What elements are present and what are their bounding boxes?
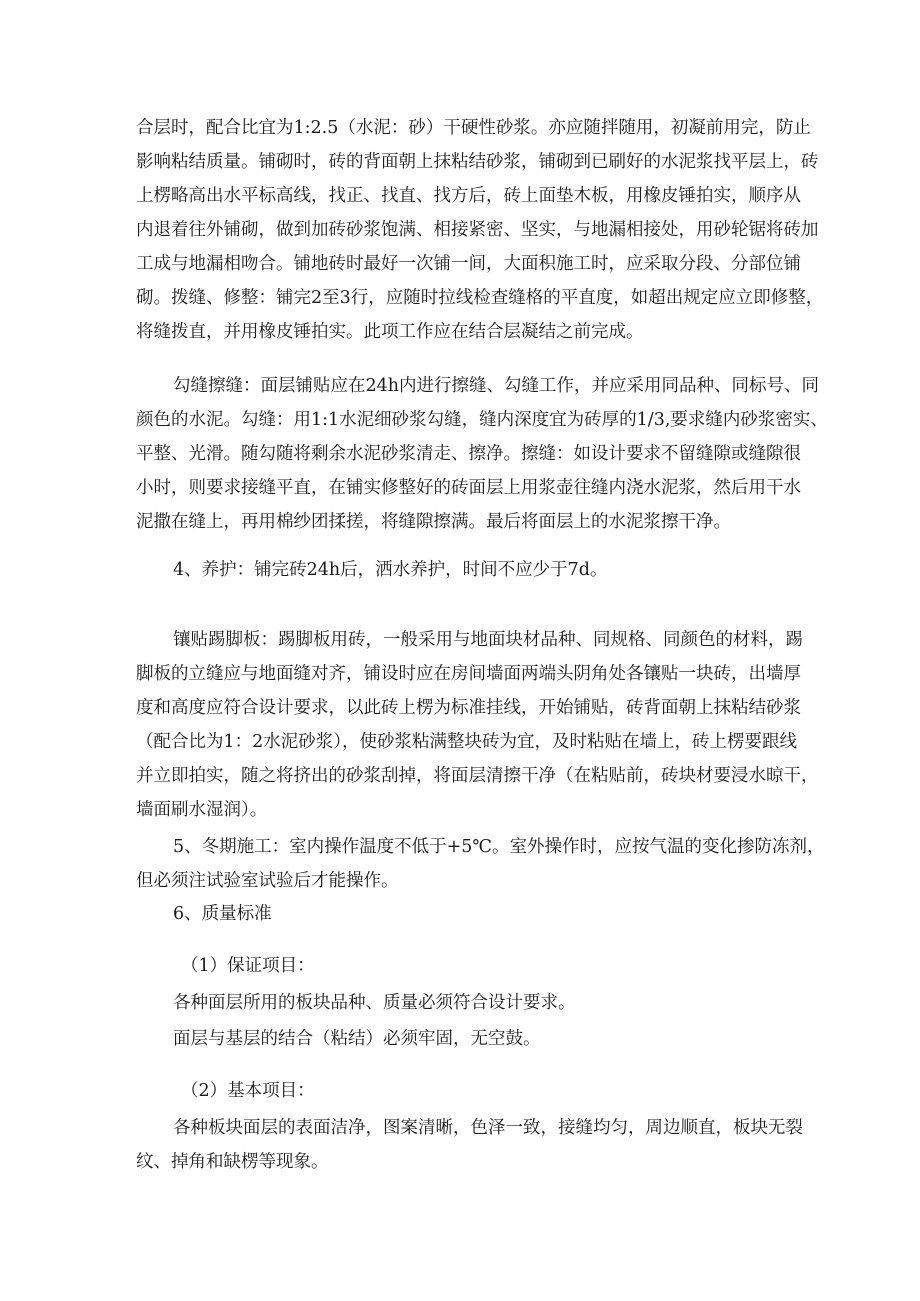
text-line: 将缝拨直，并用橡皮锤拍实。此项工作应在结合层凝结之前完成。	[136, 322, 644, 342]
text-line: （配合比为1：2水泥砂浆），使砂浆粘满整块砖为宜，及时粘贴在墙上，砖上楞要跟线	[136, 732, 798, 752]
text-line: 但必须注试验室试验后才能操作。	[136, 871, 399, 891]
text-line: 5、冬期施工：室内操作温度不低于+5℃。室外操作时，应按气温的变化掺防冻剂，	[173, 837, 825, 857]
guarantee-item-1: 各种面层所用的板块品种、质量必须符合设计要求。	[173, 993, 576, 1013]
text-line: 小时，则要求接缝平直，在铺实修整好的砖面层上用浆壶往缝内浇水泥浆，然后用干水	[136, 478, 801, 498]
text-line: 上楞略高出水平标高线，找正、找直、找方后，砖上面垫木板，用橡皮锤拍实，顺序从	[136, 186, 801, 206]
text-line: 脚板的立缝应与地面缝对齐，铺设时应在房间墙面两端头阴角处各镶贴一块砖，出墙厚	[136, 664, 801, 684]
paragraph-skirting	[136, 623, 819, 827]
text-line: 纹、掉角和缺楞等现象。	[136, 1152, 329, 1172]
paragraph-winter-construction	[136, 830, 825, 898]
text-line: 镶贴踢脚板：踢脚板用砖，一般采用与地面块材品种、同规格、同颜色的材料，踢	[173, 630, 803, 650]
text-line: 合层时，配合比宜为1:2.5（水泥：砂）干硬性砂浆。亦应随拌随用，初凝前用完，防止	[136, 118, 811, 138]
heading-quality-standard: 6、质量标准	[173, 904, 272, 924]
text-line: 颜色的水泥。勾缝：用1:1水泥细砂浆勾缝，缝内深度宜为砖厚的1/3,要求缝内砂浆密实、	[136, 410, 828, 430]
text-line: 墙面刷水湿润）。	[136, 800, 268, 820]
paragraph-basic-items	[136, 1111, 803, 1179]
text-line: 砌。拨缝、修整：铺完2至3行，应随时拉线检查缝格的平直度，如超出规定应立即修整，	[136, 288, 824, 308]
heading-basic-items: （2）基本项目：	[181, 1081, 315, 1101]
paragraph-jointing	[136, 369, 828, 539]
text-line: 各种板块面层的表面洁净，图案清晰，色泽一致，接缝均匀，周边顺直，板块无裂	[173, 1118, 803, 1138]
paragraph-curing: 4、养护：铺完砖24h后，洒水养护，时间不应少于7d。	[173, 560, 608, 580]
paragraph-mortar-laying	[136, 111, 824, 349]
text-line: 工成与地漏相吻合。铺地砖时最好一次铺一间，大面积施工时，应采取分段、分部位铺	[136, 254, 801, 274]
text-line: 影响粘结质量。铺砌时，砖的背面朝上抹粘结砂浆，铺砌到已刷好的水泥浆找平层上，砖	[136, 152, 819, 172]
text-line: 并立即拍实，随之将挤出的砂浆刮掉，将面层清擦干净（在粘贴前，砖块材要浸水晾干，	[136, 766, 819, 786]
guarantee-item-2: 面层与基层的结合（粘结）必须牢固，无空鼓。	[173, 1029, 541, 1049]
heading-guarantee-items: （1）保证项目：	[181, 956, 315, 976]
text-line: 勾缝擦缝：面层铺贴应在24h内进行擦缝、勾缝工作，并应采用同品种、同标号、同	[173, 376, 820, 396]
text-line: 度和高度应符合设计要求，以此砖上楞为标准挂线，开始铺贴，砖背面朝上抹粘结砂浆	[136, 698, 801, 718]
text-line: 泥撒在缝上，再用棉纱团揉搓，将缝隙擦满。最后将面层上的水泥浆擦干净。	[136, 512, 731, 532]
text-line: 内退着往外铺砌，做到加砖砂浆饱满、相接紧密、坚实，与地漏相接处，用砂轮锯将砖加	[136, 220, 819, 240]
text-line: 平整、光滑。随勾随将剩余水泥砂浆清走、擦净。擦缝：如设计要求不留缝隙或缝隙很	[136, 444, 801, 464]
